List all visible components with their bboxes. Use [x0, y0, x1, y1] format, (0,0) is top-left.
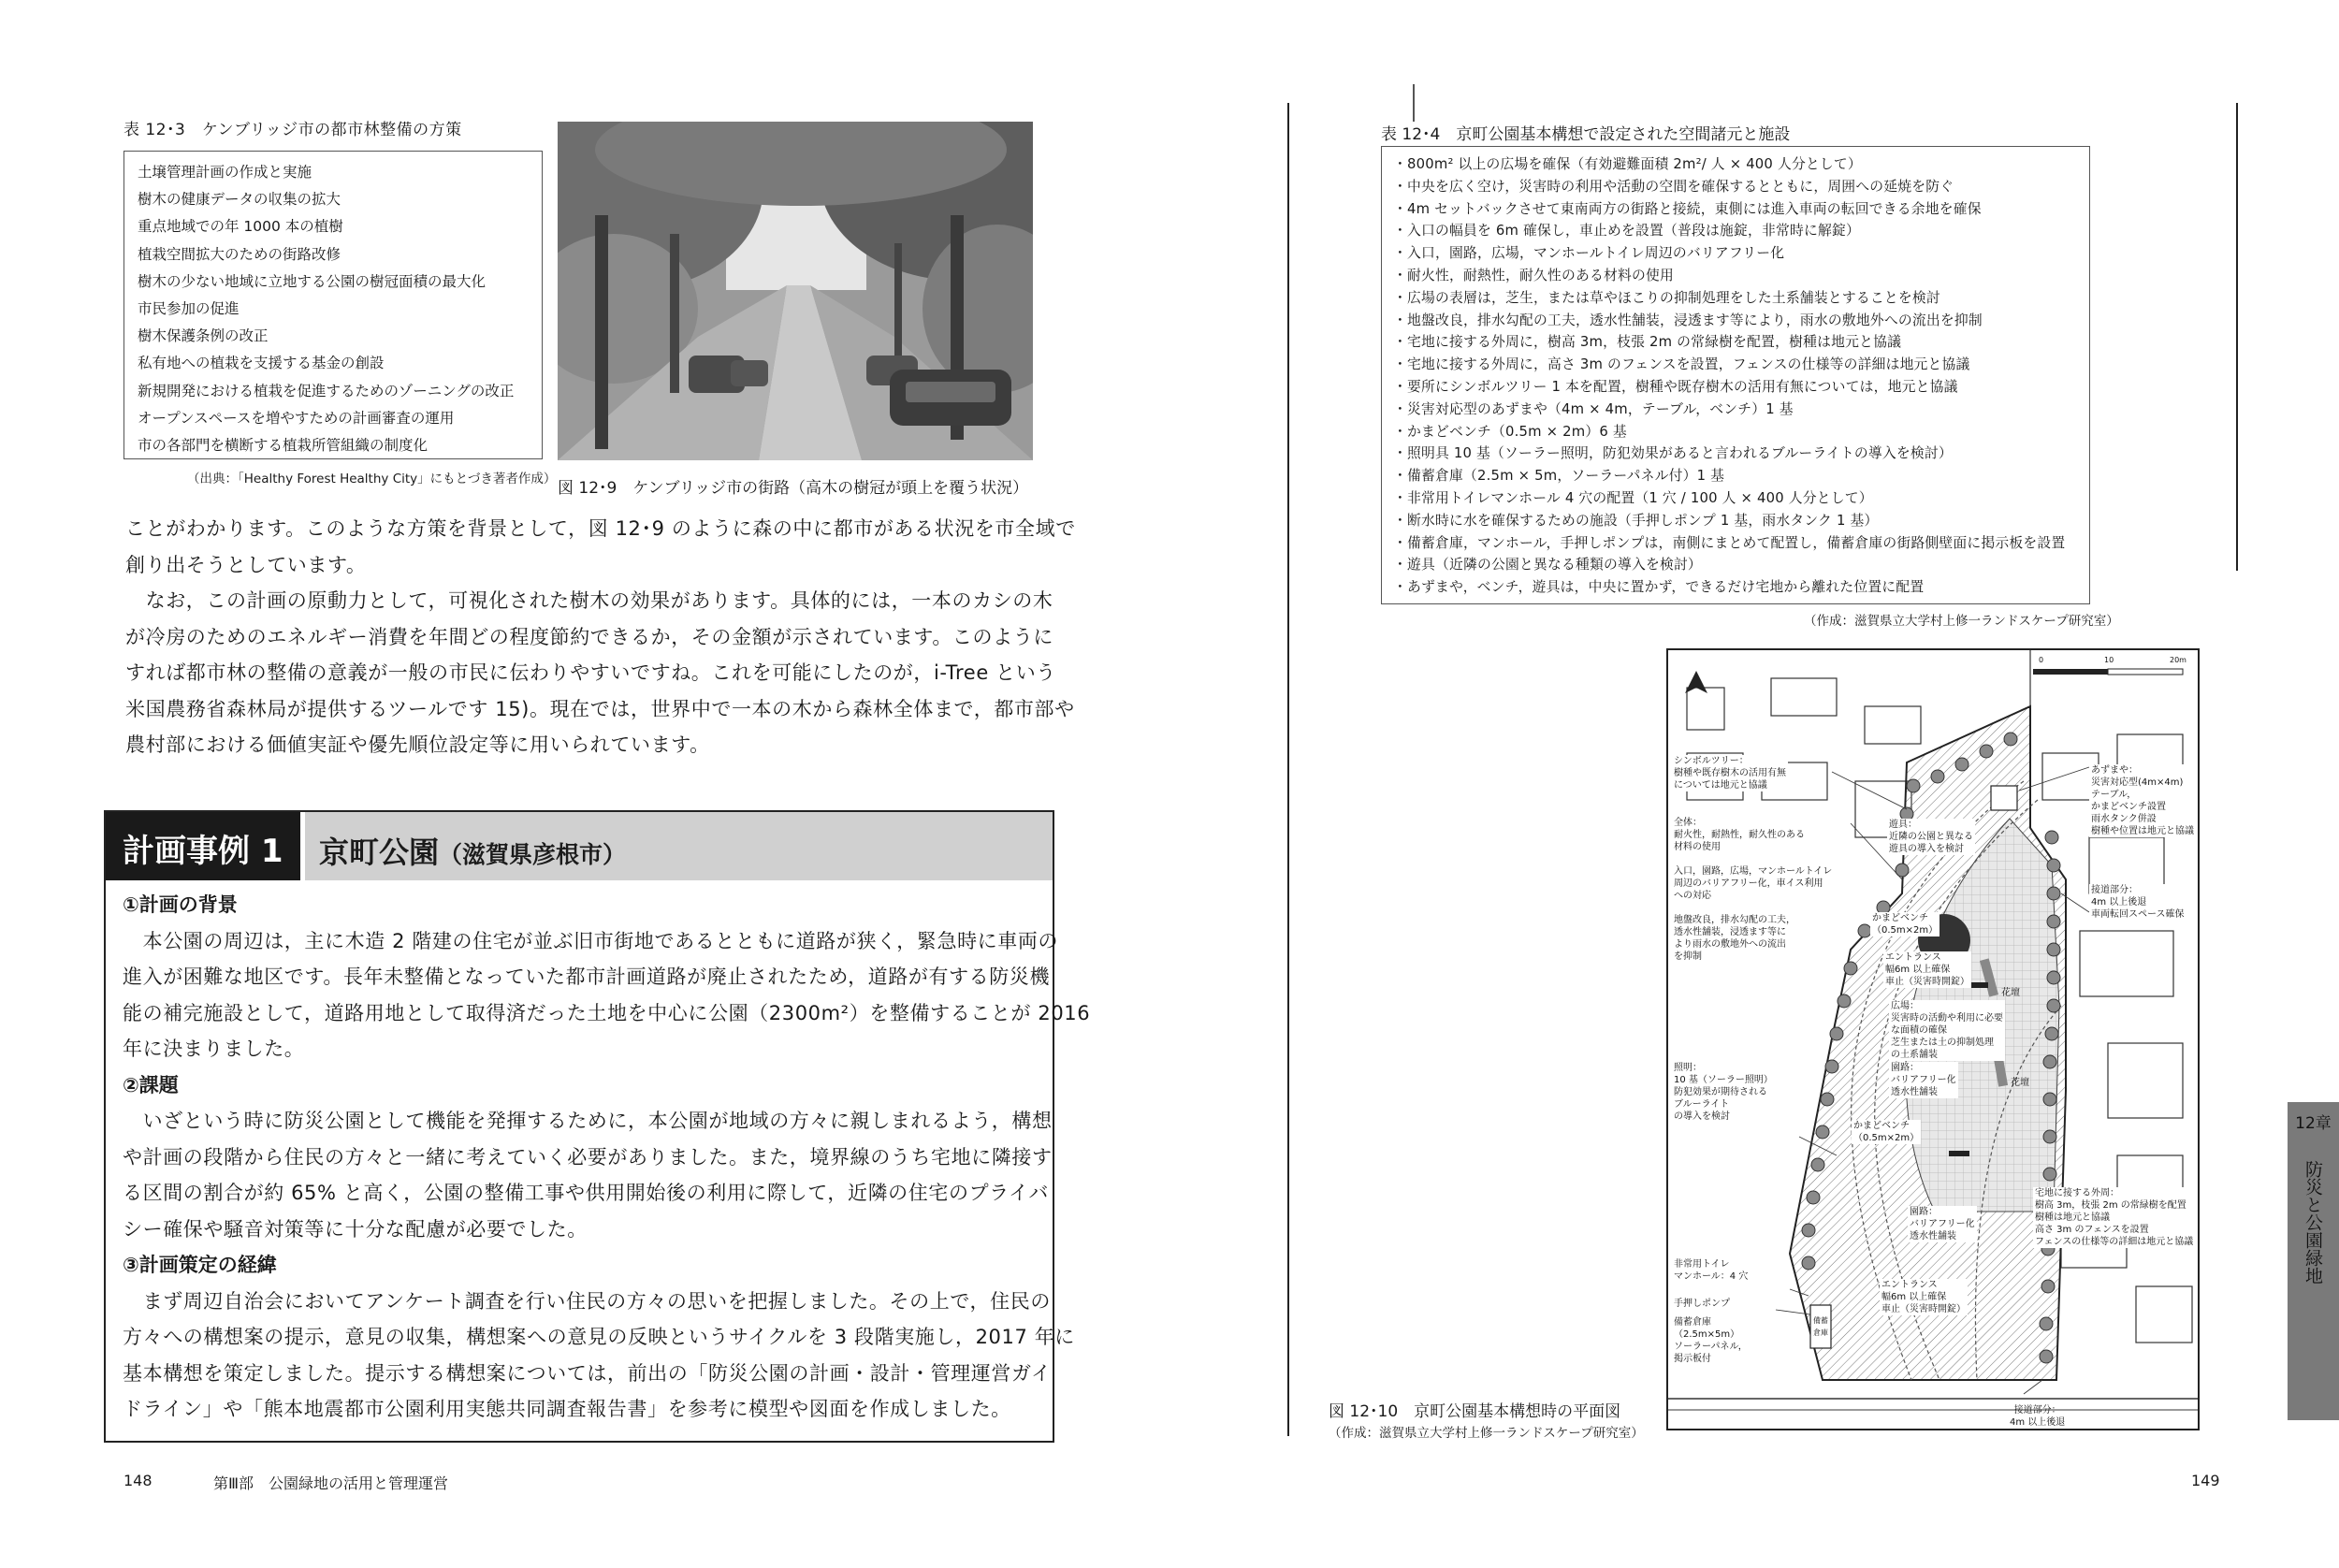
- note-pump: 手押しポンプ: [1674, 1299, 1730, 1309]
- figure-12-9-caption: 図 12･9 ケンブリッジ市の街路（高木の樹冠が頭上を覆う状況）: [558, 479, 1029, 498]
- table-row: ・入口の幅員を 6m 確保し，車止めを設置（普段は施錠，非常時に解錠）: [1393, 223, 1860, 240]
- section-line: 年に決まりました。: [123, 1038, 305, 1060]
- table-row: 私有地への植栽を支援する基金の創設: [138, 355, 385, 372]
- section-line: や計画の段階から住民の方々と一緒に考えていく必要がありました。また，境界線のうち宅地に隣接す: [123, 1145, 1053, 1169]
- section-heading: ②課題: [123, 1073, 179, 1096]
- section-heading: ③計画策定の経緯: [123, 1254, 277, 1276]
- table-row: 樹木保護条例の改正: [138, 327, 269, 345]
- table-row: ・照明具 10 基（ソーラー照明，防犯効果があると言われるブルーライトの導入を検討）: [1393, 445, 1953, 462]
- body-line: 米国農務省森林局が提供するツールです 15)。現在では，世界中で一本の木から森林全体まで，都市部や: [125, 697, 1075, 720]
- table-row: ・備蓄倉庫，マンホール，手押しポンプは，南側にまとめて配置し，備蓄倉庫の街路側壁面に掲示板を設置: [1393, 534, 2066, 551]
- note-entrance-1: エントランス 幅6m 以上確保 車止（災害時開錠）: [1885, 952, 1969, 987]
- table-row: 市民参加の促進: [138, 300, 240, 318]
- page-number-left: 148: [123, 1472, 153, 1489]
- body-paragraph: [125, 511, 1076, 763]
- table-row: ・あずまや，ベンチ，遊具は，中央に置かず，できるだけ宅地から離れた位置に配置: [1393, 579, 1925, 596]
- running-footer-title: 第Ⅲ部 公園緑地の活用と管理運営: [213, 1474, 449, 1492]
- park-plan-map: [1666, 648, 2200, 1430]
- body-line: が冷房のためのエネルギー消費を年間どの程度節約できるか，その金額が示されています。このように: [125, 625, 1053, 648]
- section-heading: ①計画の背景: [123, 893, 238, 916]
- note-kamado-1: かまどベンチ （0.5m×2m）: [1872, 913, 1939, 936]
- case-study-label: 計画事例 1: [123, 833, 283, 870]
- table-12-3: [123, 151, 543, 459]
- note-lighting: 照明： 10 基（ソーラー照明） 防犯効果が期待される ブルーライト の導入を検討: [1674, 1063, 1773, 1122]
- table-row: ・耐火性，耐熱性，耐久性のある材料の使用: [1393, 267, 1674, 283]
- note-general: 全体： 耐火性，耐熱性，耐久性のある 材料の使用 入口，園路，広場，マンホールトイレ 周辺のバリアフリー化，車イス利用 への対応 地盤改良，排水勾配の工夫， 透水性舗装，浸透ます等に より雨水の敷地外への流出 を抑制: [1674, 818, 1833, 962]
- crop-mark-right: [2236, 103, 2238, 571]
- body-line: なお，この計画の原動力として，可視化された樹木の効果があります。具体的には，一本のカシの木: [125, 589, 1053, 612]
- case-study-title: [319, 829, 626, 872]
- note-symbol-tree: シンボルツリー： 樹種や既存樹木の活用有無 については地元と協議: [1674, 756, 1786, 791]
- case-study-body: [123, 887, 1091, 1428]
- table-row: ・非常用トイレマンホール 4 穴の配置（1 穴 / 100 人 × 400 人分として）: [1393, 489, 1873, 506]
- table-12-3-source: （出典：「Healthy Forest Healthy City」にもとづき著者作成）: [187, 472, 557, 486]
- table-row: ・遊具（近隣の公園と異なる種類の導入を検討）: [1393, 557, 1702, 573]
- note-plaza: 広場： 災害時の活動や利用に必要 な面積の確保 芝生または土の抑制処理 の土系舗装: [1891, 1001, 2003, 1060]
- figure-12-10-caption: 図 12･10 京町公園基本構想時の平面図: [1329, 1402, 1621, 1421]
- table-row: ・地盤改良，排水勾配の工夫，透水性舗装，浸透ます等により，雨水の敷地外への流出を抑制: [1393, 312, 1983, 328]
- section-line: シー確保や騒音対策等に十分な配慮が必要でした。: [123, 1217, 588, 1241]
- table-row: ・かまどベンチ（0.5m × 2m）6 基: [1393, 423, 1627, 440]
- scale-label: 10: [2104, 656, 2114, 664]
- note-entrance-2: エントランス 幅6m 以上確保 車止（災害時開錠）: [1881, 1280, 1966, 1314]
- table-row: 新規開発における植栽を促進するためのゾーニングの改正: [138, 382, 515, 399]
- section-line: まず周辺自治会においてアンケート調査を行い住民の方々の思いを把握しました。その上で，住民の: [123, 1289, 1051, 1313]
- case-study-subtitle: （滋賀県彦根市）: [439, 841, 627, 868]
- note-kamado-2: かまどベンチ （0.5m×2m）: [1853, 1121, 1920, 1143]
- table-row: ・宅地に接する外周に，樹高 3m，枝張 2m の常緑樹を配置，樹種は地元と協議: [1393, 334, 1902, 351]
- table-row: ・入口，園路，広場，マンホールトイレ周辺のバリアフリー化: [1393, 245, 1785, 262]
- scale-label: 0: [2039, 656, 2044, 664]
- table-12-3-caption: 表 12･3 ケンブリッジ市の都市林整備の方策: [123, 121, 462, 139]
- note-flowerbed-2: 花壇: [2011, 1078, 2029, 1088]
- note-storage-label: 備蓄倉庫: [1813, 1316, 1828, 1337]
- crop-mark-top: [1413, 84, 1415, 122]
- note-path-2: 園路： バリアフリー化 透水性舗装: [1910, 1207, 1975, 1241]
- note-path-1: 園路： バリアフリー化 透水性舗装: [1891, 1063, 1956, 1097]
- table-row: 樹木の健康データの収集の拡大: [138, 191, 341, 209]
- note-arbor: あずまや： 災害対応型(4m×4m) テーブル， かまどベンチ設置 雨水タンク併設 樹種や位置は地元と協議: [2091, 765, 2194, 836]
- section-line: 進入が困難な地区です。長年未整備となっていた都市計画道路が廃止されたため，道路が有する防災機: [123, 965, 1051, 988]
- note-flowerbed-1: 花壇: [2001, 988, 2020, 998]
- table-row: 土壌管理計画の作成と実施: [138, 164, 312, 181]
- table-row: ・宅地に接する外周に，高さ 3m のフェンスを設置，フェンスの仕様等の詳細は地元と協議: [1393, 356, 1970, 373]
- body-line: ことがわかります。このような方策を背景として，図 12･9 のように森の中に都市がある状況を市全域で: [125, 517, 1076, 540]
- note-toilet: 非常用トイレ マンホール：4 穴: [1674, 1259, 1749, 1282]
- table-row: 重点地域での年 1000 本の植樹: [138, 218, 343, 236]
- body-line: すれば都市林の整備の意義が一般の市民に伝わりやすいですね。これを可能にしたのが，i-Tree という: [125, 661, 1056, 684]
- case-study-header: [106, 812, 1053, 880]
- table-row: 植栽空間拡大のための街路改修: [138, 245, 341, 263]
- note-storage: 備蓄倉庫 （2.5m×5m） ソーラーパネル， 掲示板付: [1674, 1317, 1748, 1364]
- case-study-box: [104, 810, 1091, 1443]
- section-line: る区間の割合が約 65% と高く，公園の整備工事や供用開始後の利用に際して，近隣の住宅のプライバ: [123, 1182, 1049, 1204]
- table-row: オープンスペースを増やすための計画審査の運用: [138, 409, 455, 427]
- table-row: ・要所にシンボルツリー 1 本を配置，樹種や既存樹木の活用有無については，地元と協議: [1393, 378, 1958, 395]
- street-photo: [558, 122, 1033, 460]
- case-study-title-text: 京町公園: [319, 835, 440, 870]
- figure-12-10-source: （作成：滋賀県立大学村上修一ランドスケープ研究室）: [1329, 1426, 1644, 1441]
- chapter-title: 防災と公園緑地: [2303, 1160, 2323, 1285]
- table-row: ・断水時に水を確保するための施設（手押しポンプ 1 基，雨水タンク 1 基）: [1393, 512, 1879, 529]
- table-12-4-source: （作成：滋賀県立大学村上修一ランドスケープ研究室）: [1804, 614, 2119, 629]
- section-line: 方々への構想案の提示，意見の収集，構想案への意見の反映というサイクルを 3 段階実施し，2017 年に: [123, 1326, 1075, 1348]
- note-setback-south: 接道部分： 4m 以上後退: [2010, 1405, 2066, 1428]
- table-row: ・広場の表層は，芝生，または草やほこりの抑制処理をした土系舗装とすることを検討: [1393, 289, 1940, 306]
- note-playground: 遊具： 近隣の公園と異なる 遊具の導入を検討: [1889, 820, 1973, 854]
- table-row: ・中央を広く空け，災害時の利用や活動の空間を確保するとともに，周囲への延焼を防ぐ: [1393, 178, 1954, 195]
- case-study-divider: [300, 812, 305, 880]
- table-row: ・800m² 以上の広場を確保（有効避難面積 2m²/ 人 × 400 人分として）: [1393, 156, 1862, 172]
- street-photo-drawing: [558, 122, 1033, 460]
- note-setback-east: 接道部分： 4m 以上後退 車両転回スペース確保: [2091, 885, 2185, 920]
- table-row: ・災害対応型のあずまや（4m × 4m，テーブル，ベンチ）1 基: [1393, 400, 1794, 417]
- table-12-4-caption: 表 12･4 京町公園基本構想で設定された空間諸元と施設: [1381, 125, 1791, 144]
- section-line: 本公園の周辺は，主に木造 2 階建の住宅が並ぶ旧市街地であるとともに道路が狭く，緊急時に車両の: [123, 929, 1059, 952]
- section-line: ドライン」や「熊本地震都市公園利用実態共同調査報告書」を参考に模型や図面を作成しました。: [123, 1398, 1011, 1420]
- note-perimeter: 宅地に接する外周： 樹高 3m，枝張 2m の常緑樹を配置 樹種は地元と協議 高さ 3m のフェンスを設置 フェンスの仕様等の詳細は地元と協議: [2035, 1188, 2194, 1247]
- body-line: 創り出そうとしています。: [125, 553, 367, 576]
- body-line: 農村部における価値実証や優先順位設定等に用いられています。: [125, 733, 710, 756]
- table-12-4: [1381, 146, 2090, 604]
- section-line: 能の補完施設として，道路用地として取得済だった土地を中心に公園（2300m²）を整備することが 2016: [123, 1001, 1091, 1024]
- chapter-number: 12章: [2295, 1114, 2332, 1133]
- section-line: 基本構想を策定しました。提示する構想案については，前出の「防災公園の計画・設計・管理運営ガイ: [123, 1361, 1052, 1385]
- table-row: ・4m セットバックさせて東南両方の街路と接続，東側には進入車両の転回できる余地を確保: [1393, 200, 1982, 217]
- table-row: ・備蓄倉庫（2.5m × 5m，ソーラーパネル付）1 基: [1393, 468, 1725, 485]
- scale-label: 20m: [2170, 656, 2186, 664]
- gutter-line-left: [1287, 103, 1289, 1436]
- table-row: 市の各部門を横断する植栽所管組織の制度化: [138, 437, 429, 455]
- page-number-right: 149: [2191, 1472, 2220, 1489]
- table-row: 樹木の少ない地域に立地する公園の樹冠面積の最大化: [138, 272, 487, 290]
- section-line: いざという時に防災公園として機能を発揮するために，本公園が地域の方々に親しまれるよう，構想: [123, 1110, 1053, 1132]
- chapter-tab: [2288, 1102, 2339, 1420]
